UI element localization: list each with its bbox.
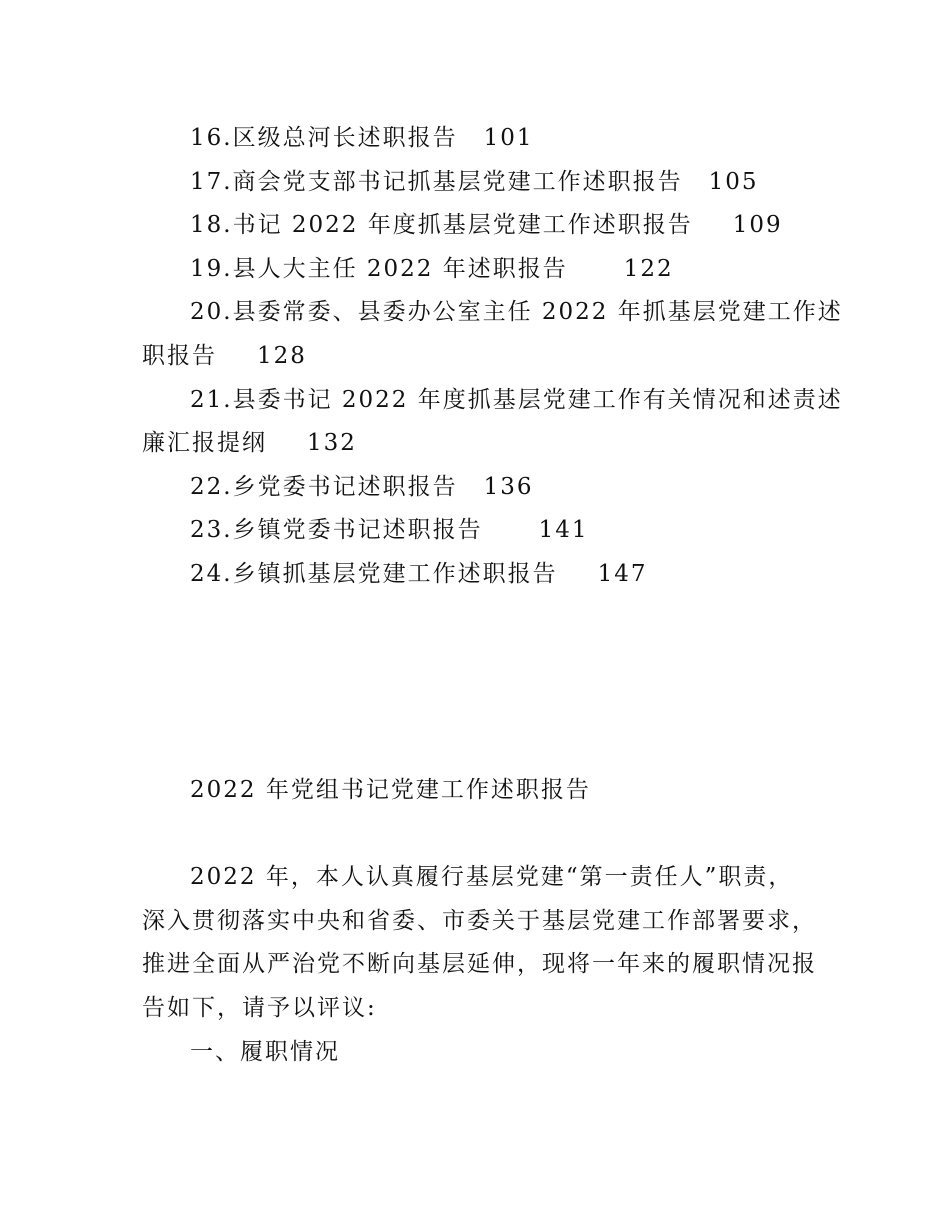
toc-item[interactable] <box>190 515 588 545</box>
report-title: 2022 年党组书记党建工作述职报告 <box>190 777 591 803</box>
toc-item-page: 105 <box>708 169 759 195</box>
toc-item-page: 101 <box>483 125 534 151</box>
toc-item[interactable] <box>190 254 674 284</box>
toc-item[interactable] <box>190 385 843 415</box>
toc-item[interactable] <box>190 123 533 153</box>
toc-item-page: 132 <box>307 430 357 456</box>
toc-item-title: 22.乡党委书记述职报告 <box>190 474 458 500</box>
toc-item-title: 23.乡镇党委书记述职报告 <box>190 517 483 543</box>
toc-item-title: 16.区级总河长述职报告 <box>190 125 458 151</box>
toc-item-page: 141 <box>538 517 589 543</box>
toc-item-title: 21.县委书记 2022 年度抓基层党建工作有关情况和述责述 <box>190 387 843 413</box>
toc-item-page: 136 <box>483 474 534 500</box>
toc-item-title: 18.书记 2022 年度抓基层党建工作述职报告 <box>190 212 693 238</box>
paragraph-line: 推进全面从严治党不断向基层延伸，现将一年来的履职情况报 <box>142 951 817 977</box>
toc-item-page: 147 <box>597 561 648 587</box>
toc-item-title: 17.商会党支部书记抓基层党建工作述职报告 <box>190 169 683 195</box>
toc-item-title: 职报告 <box>142 343 217 369</box>
toc-item[interactable] <box>190 167 758 197</box>
toc-item-continuation[interactable] <box>142 341 307 371</box>
toc-item[interactable] <box>190 297 843 327</box>
toc-item-title: 20.县委常委、县委办公室主任 2022 年抓基层党建工作述 <box>190 299 843 325</box>
toc-item-page: 122 <box>623 256 674 282</box>
paragraph-line: 深入贯彻落实中央和省委、市委关于基层党建工作部署要求， <box>142 908 817 934</box>
toc-item-page: 109 <box>732 212 783 238</box>
toc-item-title: 19.县人大主任 2022 年述职报告 <box>190 256 568 282</box>
paragraph-line: 2022 年，本人认真履行基层党建“第一责任人”职责， <box>190 864 794 890</box>
section-heading: 一、履职情况 <box>190 1039 340 1065</box>
toc-item-continuation[interactable] <box>142 428 357 458</box>
paragraph-line: 告如下，请予以评议: <box>142 995 377 1021</box>
toc-item[interactable] <box>190 210 783 240</box>
toc-item-title: 廉汇报提纲 <box>142 430 267 456</box>
toc-item-page: 128 <box>257 343 307 369</box>
toc-item[interactable] <box>190 472 533 502</box>
toc-item[interactable] <box>190 559 647 589</box>
toc-item-title: 24.乡镇抓基层党建工作述职报告 <box>190 561 558 587</box>
